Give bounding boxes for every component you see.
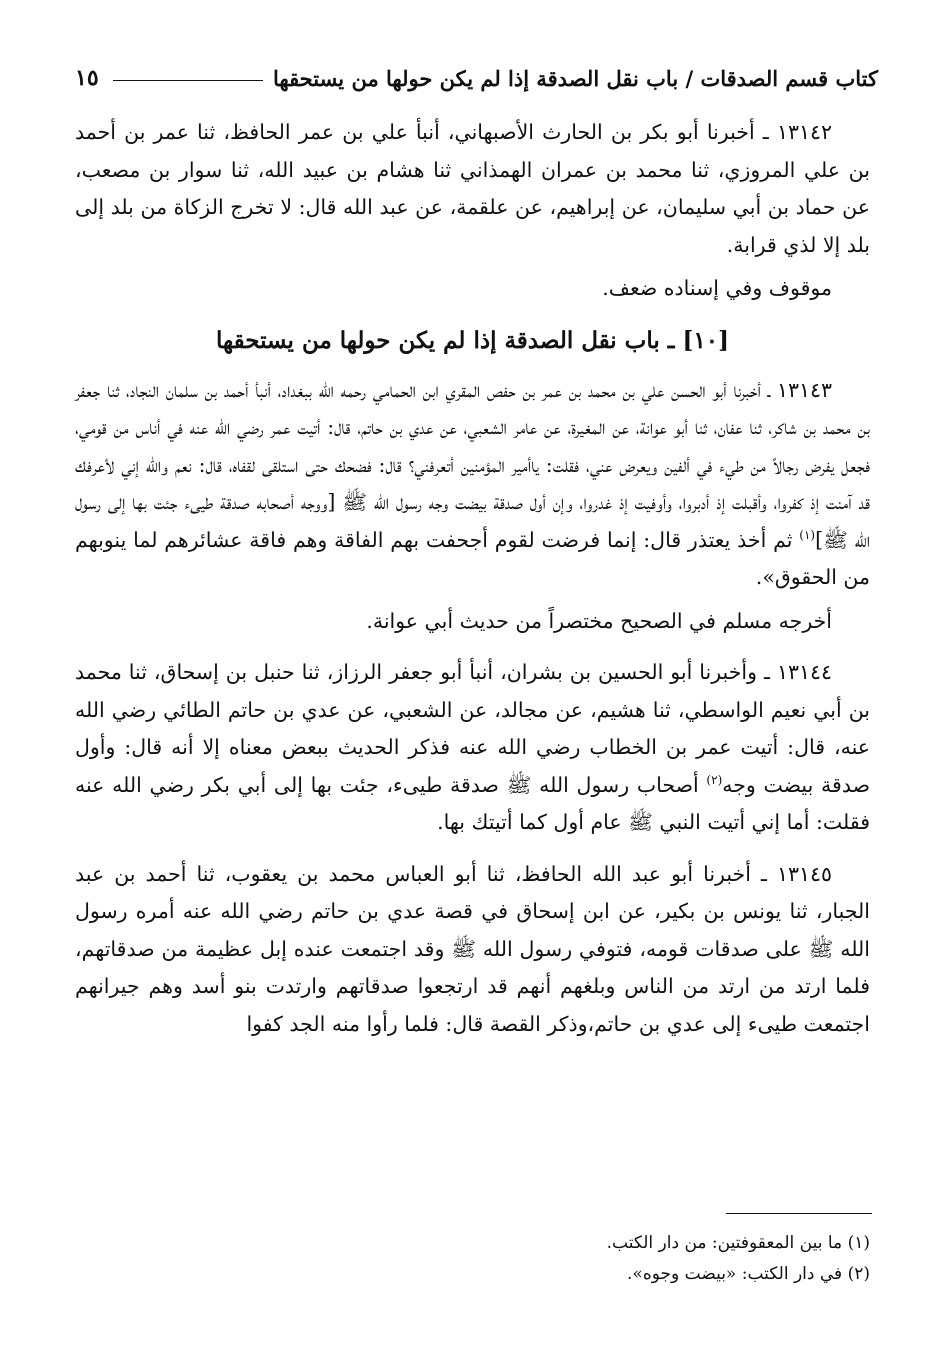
running-header (75, 58, 878, 98)
chapter-heading: [١٠] ـ باب نقل الصدقة إذا لم يكن حولها من يستحقها (215, 326, 729, 354)
footnote-1: (١) ما بين المعقوفتين: من دار الكتب. (606, 1233, 870, 1253)
takhrij-note-13143: أخرجه مسلم في الصحيح مختصراً من حديث أبي عوانة. (366, 608, 832, 633)
hadith-13142: ١٣١٤٢ ـ أخبرنا أبو بكر بن الحارث الأصبهاني، أنبأ علي بن عمر الحافظ، ثنا عمر بن أحمد بن علي المروزي، ثنا محمد بن عمران الهمذاني ثنا هشام بن عبيد الله، ثنا سوار بن مصعب، عن حماد بن أبي سليمان، عن إبراهيم، عن علقمة، عن عبد الله قال: لا تخرج الزكاة من بلد إلى بلد إلا لذي قرابة. (75, 120, 870, 257)
hadith-13144-text-a: ١٣١٤٤ ـ وأخبرنا أبو الحسين بن بشران، أنبأ أبو جعفر الرزاز، ثنا حنبل بن إسحاق، ثنا محمد بن أبي نعيم الواسطي، ثنا هشيم، عن مجالد، عن الشعبي، عن عدي بن حاتم الطائي رضي الله عنه، قال: أتيت عمر بن الخطاب رضي الله عنه فذكر الحديث ببعض معناه إلا أنه قال: وأول صدقة بيضت وجه (75, 660, 870, 797)
footnote-2: (٢) في دار الكتب: «بيضت وجوه». (627, 1264, 870, 1284)
grading-note-13142: موقوف وفي إسناده ضعف. (602, 276, 832, 300)
page-number: ١٥ (75, 65, 99, 91)
header-rule (113, 80, 263, 81)
hadith-13144-text-b: أصحاب رسول الله ﷺ صدقة طيىء، جئت بها إلى أبي بكر رضي الله عنه فقلت: أما إني أتيت النبي ﷺ عام أول كما أتيتك بها. (75, 772, 870, 834)
footnotes (75, 1228, 870, 1290)
hadith-13145: ١٣١٤٥ ـ أخبرنا أبو عبد الله الحافظ، ثنا أبو العباس محمد بن يعقوب، ثنا أحمد بن عبد الجبار، ثنا يونس بن بكير، عن ابن إسحاق في قصة عدي بن حاتم رضي الله عنه أمره رسول الله ﷺ على صدقات قومه، فتوفي رسول الله ﷺ وقد اجتمعت عنده إبل عظيمة من صدقاتهم، فلما ارتد من ارتد من الناس وبلغهم أنهم قد ارتجعوا صدقاتهم وارتدت بنو أسد وهم جيرانهم اجتمعت طيىء إلى عدي بن حاتم،وذكر القصة قال: فلما رأوا منه الجد كفوا (75, 861, 870, 1036)
footnote-separator (726, 1213, 872, 1214)
footnote-ref-1: (١) (799, 527, 816, 542)
running-title: كتاب قسم الصدقات / باب نقل الصدقة إذا لم يكن حولها من يستحقها (272, 65, 878, 91)
footnote-ref-2: (٢) (706, 772, 723, 787)
hadith-13143-text-b: ثم أخذ يعتذر قال: إنما فرضت لقوم أجحفت بهم الفاقة وهم فاقة عشائرهم لما ينوبهم من الحقوق». (75, 527, 870, 589)
hadith-13143-text-a: ١٣١٤٣ ـ أخبرنا أبو الحسن علي بن محمد بن عمر بن حفص المقري ابن الحمامي رحمه الله ببغداد، أنبأ أحمد بن سلمان النجاد، ثنا جعفر بن محمد بن شاكر، ثنا عفان، ثنا أبو عوانة، عن المغيرة، عن عامر الشعبي، عن عدي بن حاتم، قال: أتيت عمر رضي الله عنه في أناس من قومي، فجعل يفرض رجالاً من طيء في ألفين ويعرض عني، فقلت: ياأمير المؤمنين أتعرفني؟ قال: فضحك حتى استلقى لقفاه، قال: نعم والله إني لأعرفك قد آمنت إذ كفروا، وأقبلت إذ أدبروا، وأوفيت إذ غدروا، وإن أول صدقة بيضت وجه رسول الله ﷺ [ووجه أصحابه صدقة طيىء جئت بها إلى رسول الله ﷺ] (75, 377, 870, 552)
hadith-13143 (75, 372, 870, 597)
hadith-13144 (75, 654, 870, 842)
